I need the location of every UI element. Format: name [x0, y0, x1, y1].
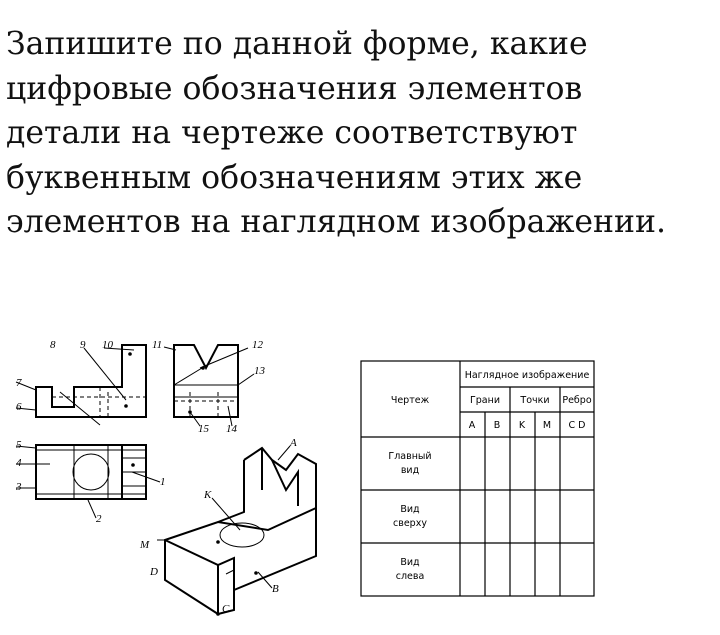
table-col-drawing: Чертеж	[390, 395, 430, 406]
table-col-edge: Ребро	[562, 395, 592, 406]
answer-table-svg	[360, 360, 596, 598]
task-line: Запишите по данной форме, какие	[6, 26, 588, 62]
row-front-line1: Главный	[388, 451, 432, 462]
label-14: 14	[226, 423, 237, 435]
top-view-hole	[73, 454, 109, 490]
drawing-svg	[0, 330, 340, 630]
table-sub-cd: C D	[568, 420, 586, 431]
label-13: 13	[254, 365, 265, 377]
table-header-main: Наглядное изображение	[464, 370, 590, 381]
task-line: элементов на наглядном изображении.	[6, 204, 667, 240]
task-line: детали на чертеже соответствуют	[6, 115, 578, 151]
row-top-line2: сверху	[393, 518, 427, 529]
label-m: M	[140, 539, 150, 551]
label-k: K	[204, 489, 212, 501]
label-3: 3	[16, 481, 22, 493]
row-left-line2: слева	[395, 571, 425, 582]
label-15: 15	[198, 423, 209, 435]
label-12: 12	[252, 339, 263, 351]
row-front-line2: вид	[400, 465, 420, 476]
label-7: 7	[16, 377, 22, 389]
isometric-view	[165, 508, 316, 614]
label-10: 10	[102, 339, 113, 351]
label-b: B	[272, 583, 279, 595]
task-line: буквенным обозначениям этих же	[6, 159, 583, 196]
row-top-line1: Вид	[400, 504, 420, 515]
label-11: 11	[152, 339, 163, 351]
table-col-points: Точки	[520, 395, 550, 406]
row-left-line1: Вид	[400, 557, 420, 568]
label-d: D	[150, 566, 158, 578]
table-sub-b: B	[493, 420, 501, 431]
table-sub-k: K	[518, 420, 526, 431]
label-8: 8	[50, 339, 56, 351]
answer-table	[360, 360, 596, 603]
label-5: 5	[16, 439, 22, 451]
label-1: 1	[160, 476, 166, 488]
label-a: A	[290, 437, 297, 449]
label-2: 2	[96, 513, 102, 525]
technical-drawing	[0, 330, 340, 635]
task-line: цифровые обозначения элементов	[6, 70, 583, 107]
table-sub-m: M	[542, 420, 552, 431]
table-sub-a: A	[468, 420, 476, 431]
label-c: C	[222, 603, 230, 615]
table-col-faces: Грани	[469, 395, 501, 406]
label-4: 4	[16, 457, 22, 469]
task-text	[6, 22, 714, 245]
label-6: 6	[16, 401, 22, 413]
front-view	[36, 345, 146, 417]
label-9: 9	[80, 339, 86, 351]
